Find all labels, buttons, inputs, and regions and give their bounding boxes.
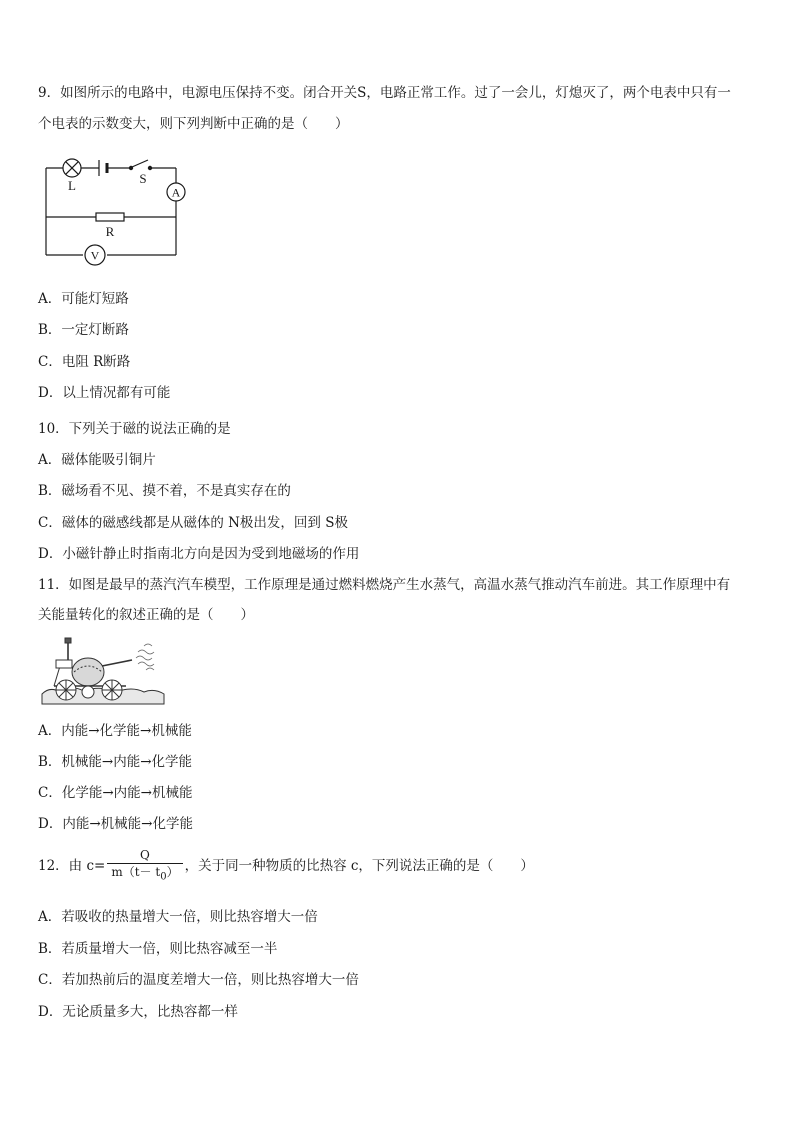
q9-option-b: B．一定灯断路 <box>38 322 129 338</box>
switch-icon <box>129 160 151 170</box>
q12-option-a: A．若吸收的热量增大一倍，则比热容增大一倍 <box>38 909 318 925</box>
resistor-icon <box>96 213 124 221</box>
question-11-text-line2: 关能量转化的叙述正确的是（ ） <box>38 607 254 623</box>
question-9-text-line1: 9．如图所示的电路中，电源电压保持不变。闭合开关S，电路正常工作。过了一会儿，灯熄灭了，两个电表中只有一 <box>38 85 731 101</box>
q10-option-a: A．磁体能吸引铜片 <box>38 452 156 468</box>
steam-car-illustration <box>40 636 166 706</box>
ammeter-label: A <box>171 185 181 200</box>
q12-option-b: B．若质量增大一倍，则比热容减至一半 <box>38 941 278 957</box>
q10-option-d: D．小磁针静止时指南北方向是因为受到地磁场的作用 <box>38 546 360 562</box>
q11-option-c: C．化学能→内能→机械能 <box>38 785 193 801</box>
formula-denominator: $m(t- t_0)$ <box>107 863 182 885</box>
q10-option-b: B．磁场看不见、摸不着，不是真实存在的 <box>38 483 291 499</box>
q11-option-a: A．内能→化学能→机械能 <box>38 723 192 739</box>
q10-option-c: C．磁体的磁感线都是从磁体的 N极出发，回到 S极 <box>38 515 348 531</box>
specific-heat-formula <box>107 848 182 885</box>
voltmeter-label: V <box>90 248 100 263</box>
switch-label: S <box>139 171 147 186</box>
resistor-label: R <box>105 224 115 239</box>
q9-option-d: D．以上情况都有可能 <box>38 385 171 401</box>
q9-option-c: C．电阻 R断路 <box>38 354 131 370</box>
q12-option-d: D．无论质量多大，比热容都一样 <box>38 1004 238 1020</box>
question-11-text-line1: 11．如图是最早的蒸汽汽车模型，工作原理是通过燃料燃烧产生水蒸气，高温水蒸气推动汽车前进。其工作原理中有 <box>38 577 731 593</box>
q12-suffix: ，关于同一种物质的比热容 c，下列说法正确的是（ ） <box>184 858 534 875</box>
q11-option-d: D．内能→机械能→化学能 <box>38 816 193 832</box>
q12-option-c: C．若加热前后的温度差增大一倍，则比热容增大一倍 <box>38 972 359 988</box>
question-10-text: 10．下列关于磁的说法正确的是 <box>38 421 231 437</box>
question-9-text-line2: 个电表的示数变大，则下列判断中正确的是（ ） <box>38 116 349 132</box>
circuit-diagram <box>40 150 200 272</box>
lamp-icon <box>63 159 81 177</box>
q11-option-b: B．机械能→内能→化学能 <box>38 754 193 770</box>
formula-numerator: Q <box>140 848 150 862</box>
battery-icon <box>99 160 107 176</box>
question-12-text <box>38 848 534 885</box>
q12-prefix: 12．由 c= <box>38 858 106 875</box>
q9-option-a: A．可能灯短路 <box>38 291 129 307</box>
lamp-label: L <box>68 178 76 193</box>
